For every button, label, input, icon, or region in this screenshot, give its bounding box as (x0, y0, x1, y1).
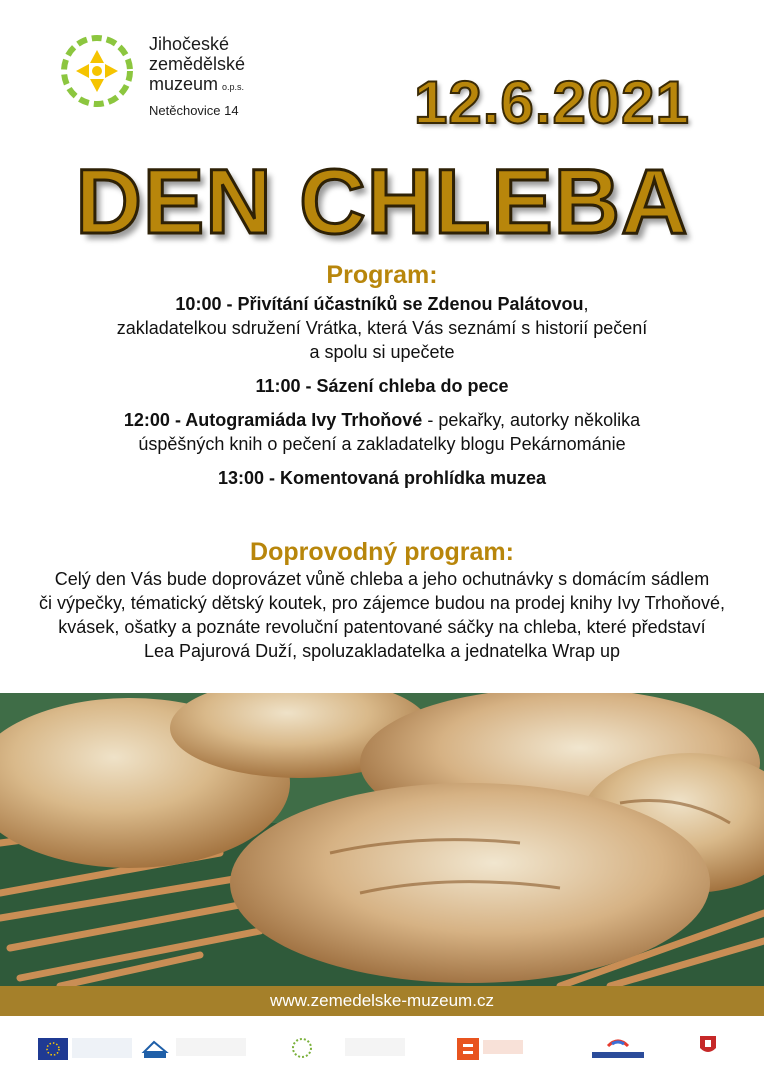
side-program-line-3: kvásek, ošatky a poznáte revoluční patentované sáčky na chleba, které představí (58, 617, 706, 637)
program-item-3: 12:00 - Autogramiáda Ivy Trhoňové - pekařky, autorky několika (123, 410, 641, 430)
program-item-3-line-2: úspěšných knih o pečení a zakladatelky blogu Pekárnománie (138, 434, 626, 454)
org-line-2: zemědělské (149, 54, 246, 74)
project-support-logo-icon (345, 1038, 405, 1056)
program-item-1-line-2: zakladatelkou sdružení Vrátka, která Vás seznámí s historií pečení (116, 318, 648, 338)
organization-name (149, 34, 245, 121)
side-program-line-1: Celý den Vás bude doprovázet vůně chleba a jeho ochutnávky s domácím sádlem (54, 569, 710, 589)
side-program-line-2: či výpečky, tématický dětský koutek, pro zájemce budou na prodej knihy Ivy Trhoňové, (39, 593, 725, 613)
jihocesky-kraj-logo-icon (588, 1034, 648, 1062)
partner-logos (0, 1016, 764, 1080)
side-program-section (0, 538, 764, 663)
museum-logo-icon (56, 30, 138, 112)
program-item-4: 13:00 - Komentovaná prohlídka muzea (217, 468, 547, 488)
temelin-logo-icon (483, 1040, 523, 1054)
ministry-agriculture-logo-icon (290, 1036, 314, 1060)
cez-logo-icon (457, 1038, 479, 1060)
program-section (0, 261, 764, 490)
rop-logo-icon (140, 1038, 170, 1060)
org-suffix: o.p.s. (222, 82, 245, 92)
program-heading: Program: (326, 261, 438, 289)
program-item-1: 10:00 - Přivítání účastníků se Zdenou Palátovou, (175, 294, 589, 314)
program-item-2: 11:00 - Sázení chleba do pece (255, 376, 509, 396)
org-line-3: muzeum (149, 74, 219, 94)
org-line-1: Jihočeské (149, 34, 230, 54)
website-link[interactable]: www.zemedelske-muzeum.cz (270, 991, 494, 1010)
side-program-line-4: Lea Pajurová Duží, spoluzakladatelka a jednatelka Wrap up (144, 641, 620, 661)
bread-photo (0, 693, 764, 986)
event-title: DEN CHLEBA (75, 151, 689, 253)
project-text-logo-icon (176, 1038, 246, 1056)
town-coat-of-arms-icon (700, 1036, 716, 1056)
eu-fund-logo-icon (72, 1038, 132, 1058)
website-bar (0, 986, 764, 1016)
event-date: 12.6.2021 (414, 69, 690, 136)
eu-flag-icon (38, 1038, 68, 1060)
program-item-1-line-3: a spolu si upečete (309, 342, 455, 362)
org-address: Netěchovice 14 (149, 103, 239, 118)
side-program-heading: Doprovodný program: (250, 538, 514, 566)
